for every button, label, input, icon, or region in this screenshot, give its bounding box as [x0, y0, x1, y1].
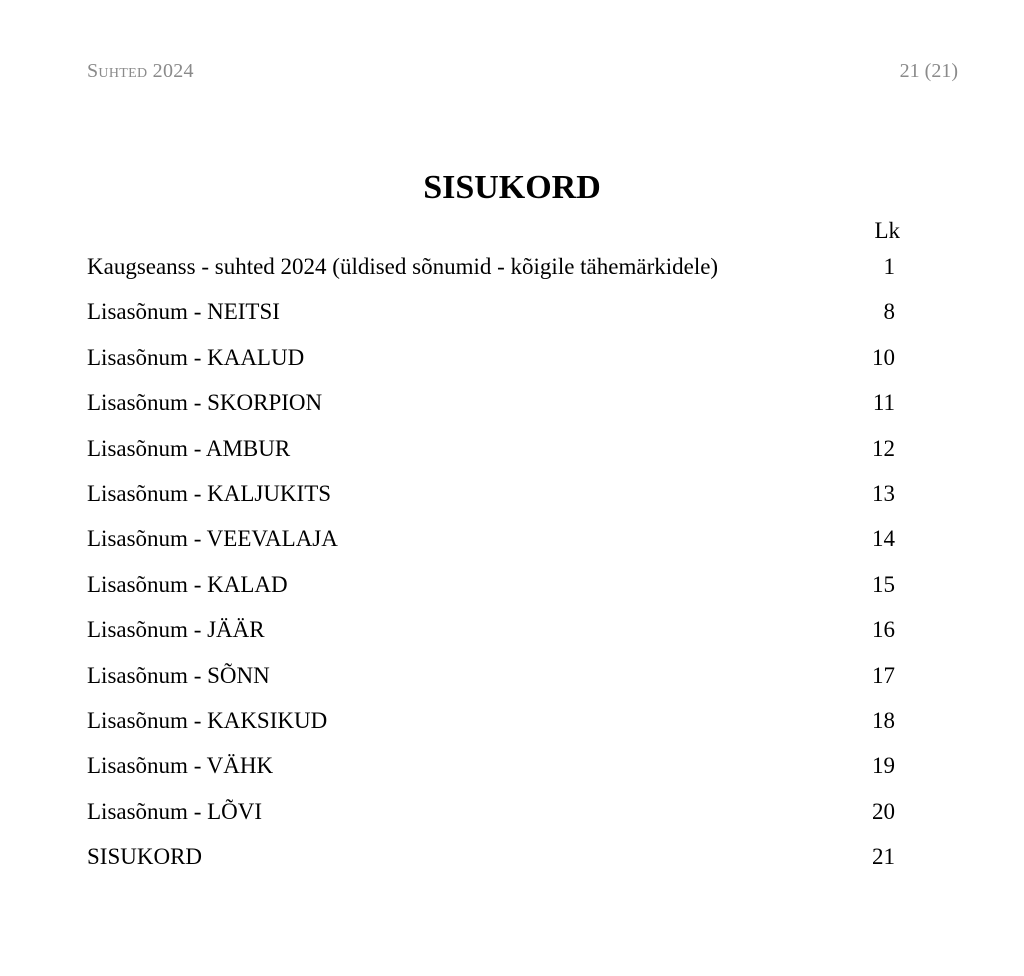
toc-entry-label: Lisasõnum - LÕVI [87, 798, 263, 824]
toc-entry-page-number: 11 [872, 390, 895, 416]
running-title: Suhted 2024 [87, 60, 194, 82]
toc-entry-page-number: 12 [872, 435, 895, 461]
toc-entry-label: Lisasõnum - KAKSIKUD [87, 707, 328, 733]
toc-entry[interactable] [87, 297, 895, 342]
toc-entry[interactable] [87, 706, 895, 751]
toc-entry-label: Lisasõnum - AMBUR [87, 435, 291, 461]
toc-entry-label: Lisasõnum - SÕNN [87, 662, 270, 688]
toc-entry-page-number: 1 [883, 254, 895, 279]
running-header [87, 60, 958, 88]
toc-entry[interactable] [87, 388, 895, 433]
toc-entry-label: Lisasõnum - NEITSI [87, 299, 280, 325]
page-indicator: 21 (21) [899, 60, 958, 82]
toc-entry-label: Lisasõnum - KALJUKITS [87, 480, 332, 506]
toc-entry[interactable] [87, 479, 895, 524]
toc-entry[interactable] [87, 343, 895, 388]
toc-entry[interactable] [87, 434, 895, 479]
toc-entry[interactable] [87, 751, 895, 796]
toc-entry-label: Kaugseanss - suhted 2024 (üldised sõnumid - kõigile tähemärkidele) [87, 254, 719, 279]
toc-entry-label: Lisasõnum - KALAD [87, 571, 288, 597]
toc-entry-page-number: 8 [883, 299, 895, 325]
toc-entry-page-number: 15 [872, 571, 895, 597]
toc-entry-page-number: 18 [872, 707, 895, 733]
toc-entry-page-number: 21 [872, 844, 895, 870]
toc-entry-label: Lisasõnum - JÄÄR [87, 617, 265, 643]
toc-entry-page-number: 13 [872, 480, 895, 506]
toc-entry[interactable] [87, 661, 895, 706]
toc-entry-label: Lisasõnum - KAALUD [87, 344, 305, 370]
toc-entry[interactable] [87, 524, 895, 569]
table-of-contents [87, 252, 895, 887]
toc-entry-label: Lisasõnum - VEEVALAJA [87, 526, 338, 552]
toc-entry-label: Lisasõnum - VÄHK [87, 753, 274, 779]
toc-entry-page-number: 16 [872, 617, 895, 643]
toc-entry-page-number: 14 [872, 526, 895, 552]
toc-entry-label: Lisasõnum - SKORPION [87, 390, 323, 416]
toc-entry[interactable] [87, 570, 895, 615]
page-column-header: Lk [874, 218, 900, 243]
toc-entry-page-number: 10 [872, 344, 895, 370]
toc-entry-page-number: 19 [872, 753, 895, 779]
toc-entry[interactable] [87, 797, 895, 842]
toc-entry-page-number: 17 [872, 662, 895, 688]
toc-entry[interactable] [87, 842, 895, 887]
toc-entry-page-number: 20 [872, 798, 895, 824]
toc-entry[interactable] [87, 615, 895, 660]
page-title: SISUKORD [423, 169, 601, 206]
toc-entry[interactable] [87, 252, 895, 297]
toc-entry-label: SISUKORD [87, 844, 203, 870]
